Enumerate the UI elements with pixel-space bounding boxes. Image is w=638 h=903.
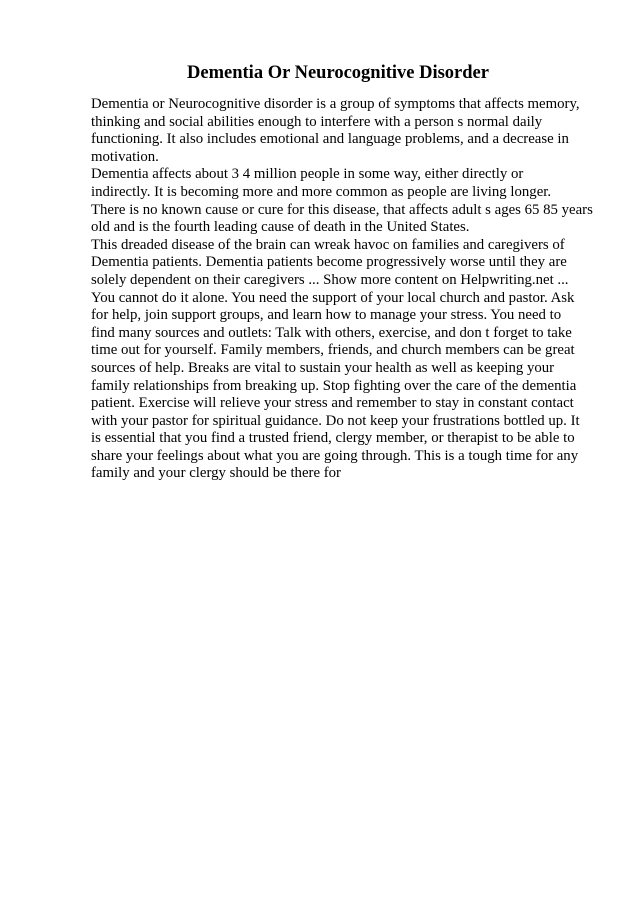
body-line: solely dependent on their caregivers ... Show more content on Helpwriting.net ... — [91, 271, 569, 288]
body-line: Dementia or Neurocognitive disorder is a group of symptoms that affects memory, — [91, 96, 580, 112]
body-line: find many sources and outlets: Talk with others, exercise, and don t forget to take — [91, 324, 572, 341]
body-line: thinking and social abilities enough to interfere with a person s normal daily — [91, 113, 543, 130]
body-line: family relationships from breaking up. Stop fighting over the care of the dementia — [91, 377, 577, 394]
body-line: functioning. It also includes emotional and language problems, and a decrease in — [91, 131, 569, 148]
body-line: patient. Exercise will relieve your stress and remember to stay in constant contact — [91, 395, 574, 412]
body-line: share your feelings about what you are going through. This is a tough time for any — [91, 447, 579, 464]
body-line: is essential that you find a trusted friend, clergy member, or therapist to be able to — [91, 430, 575, 447]
body-line: time out for yourself. Family members, friends, and church members can be great — [91, 342, 575, 359]
body-line: This dreaded disease of the brain can wreak havoc on families and caregivers of — [91, 236, 565, 253]
body-line: You cannot do it alone. You need the support of your local church and pastor. Ask — [91, 289, 575, 306]
document-title: Dementia Or Neurocognitive Disorder — [187, 63, 489, 83]
body-line: family and your clergy should be there for — [91, 465, 341, 482]
body-line: There is no known cause or cure for this disease, that affects adult s ages 65 85 years — [91, 201, 593, 218]
body-line: for help, join support groups, and learn how to manage your stress. You need to — [91, 307, 562, 324]
body-line: sources of help. Breaks are vital to sustain your health as well as keeping your — [91, 359, 555, 376]
body-line: Dementia affects about 3 4 million people in some way, either directly or — [91, 166, 524, 183]
body-line: motivation. — [91, 148, 159, 165]
document-body — [91, 96, 591, 483]
body-line: old and is the fourth leading cause of death in the United States. — [91, 219, 470, 236]
body-line: indirectly. It is becoming more and more common as people are living longer. — [91, 183, 552, 200]
body-line: Dementia patients. Dementia patients become progressively worse until they are — [91, 254, 567, 271]
body-line: with your pastor for spiritual guidance. Do not keep your frustrations bottled up. It — [91, 412, 580, 429]
